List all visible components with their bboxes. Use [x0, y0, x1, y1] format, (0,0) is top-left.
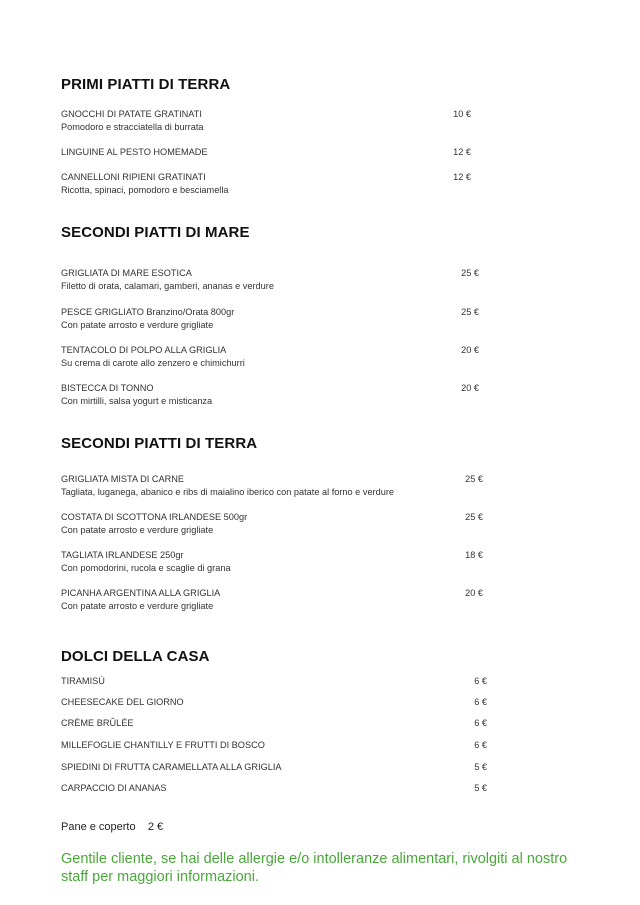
menu-item-name: TENTACOLO DI POLPO ALLA GRIGLIA	[61, 345, 227, 355]
menu-item-name: TAGLIATA IRLANDESE 250gr	[61, 550, 184, 560]
menu-item-price: 6 €	[474, 718, 487, 728]
menu-item-price: 25 €	[465, 512, 483, 522]
menu-item-price: 6 €	[474, 676, 487, 686]
menu-item-price: 12 €	[453, 172, 471, 182]
menu-item-price: 10 €	[453, 109, 471, 119]
menu-item-price: 18 €	[465, 550, 483, 560]
menu-item-price: 5 €	[474, 783, 487, 793]
menu-item-description: Tagliata, luganega, abanico e ribs di maialino iberico con patate al forno e verdure	[61, 486, 395, 497]
section-heading: PRIMI PIATTI DI TERRA	[61, 76, 231, 93]
menu-item-name: GNOCCHI DI PATATE GRATINATI	[61, 109, 202, 119]
cover-charge	[61, 821, 163, 833]
menu-item-price: 6 €	[474, 740, 487, 750]
menu-item-name: SPIEDINI DI FRUTTA CARAMELLATA ALLA GRIGLIA	[61, 762, 282, 772]
cover-label: Pane e coperto	[61, 821, 136, 833]
menu-item-name: CANNELLONI RIPIENI GRATINATI	[61, 172, 206, 182]
menu-item-description: Con mirtilli, salsa yogurt e misticanza	[61, 395, 213, 406]
menu-item-price: 20 €	[465, 588, 483, 598]
menu-item-name: CHEESECAKE DEL GIORNO	[61, 697, 184, 707]
menu-item-price: 25 €	[465, 474, 483, 484]
menu-item-name: MILLEFOGLIE CHANTILLY E FRUTTI DI BOSCO	[61, 740, 265, 750]
menu-item-price: 12 €	[453, 147, 471, 157]
menu-item-name: BISTECCA DI TONNO	[61, 383, 154, 393]
menu-item-name: GRIGLIATA MISTA DI CARNE	[61, 474, 185, 484]
menu-item-name: COSTATA DI SCOTTONA IRLANDESE 500gr	[61, 512, 248, 522]
menu-item-description: Ricotta, spinaci, pomodoro e besciamella	[61, 184, 229, 195]
section-heading: DOLCI DELLA CASA	[61, 648, 210, 665]
menu-item-name: PICANHA ARGENTINA ALLA GRIGLIA	[61, 588, 221, 598]
menu-item-price: 6 €	[474, 697, 487, 707]
menu-item-price: 20 €	[461, 345, 479, 355]
menu-item-price: 20 €	[461, 383, 479, 393]
menu-item-description: Pomodoro e stracciatella di burrata	[61, 121, 204, 132]
menu-item-description: Con pomodorini, rucola e scaglie di grana	[61, 562, 231, 573]
section-heading: SECONDI PIATTI DI MARE	[61, 224, 250, 241]
menu-item-name: LINGUINE AL PESTO HOMEMADE	[61, 147, 208, 157]
menu-item-price: 5 €	[474, 762, 487, 772]
menu-item-name: TIRAMISÙ	[61, 676, 105, 686]
menu-item-price: 25 €	[461, 268, 479, 278]
menu-item-description: Filetto di orata, calamari, gamberi, ananas e verdure	[61, 280, 274, 291]
menu-item-name: PESCE GRIGLIATO Branzino/Orata 800gr	[61, 307, 235, 317]
menu-item-description: Su crema di carote allo zenzero e chimichurri	[61, 357, 245, 368]
menu-item-description: Con patate arrosto e verdure grigliate	[61, 319, 214, 330]
menu-item-price: 25 €	[461, 307, 479, 317]
menu-item-name: CARPACCIO DI ANANAS	[61, 783, 167, 793]
allergy-note: Gentile cliente, se hai delle allergie e/o intolleranze alimentari, rivolgiti al nostro staff per maggiori informazioni.	[61, 851, 568, 885]
menu-item-name: GRIGLIATA DI MARE ESOTICA	[61, 268, 192, 278]
menu-item-name: CRÈME BRÛLÉE	[61, 718, 134, 728]
cover-price: 2 €	[147, 821, 164, 833]
menu-item-description: Con patate arrosto e verdure grigliate	[61, 524, 214, 535]
menu-item-description: Con patate arrosto e verdure grigliate	[61, 600, 214, 611]
section-heading: SECONDI PIATTI DI TERRA	[61, 435, 258, 452]
